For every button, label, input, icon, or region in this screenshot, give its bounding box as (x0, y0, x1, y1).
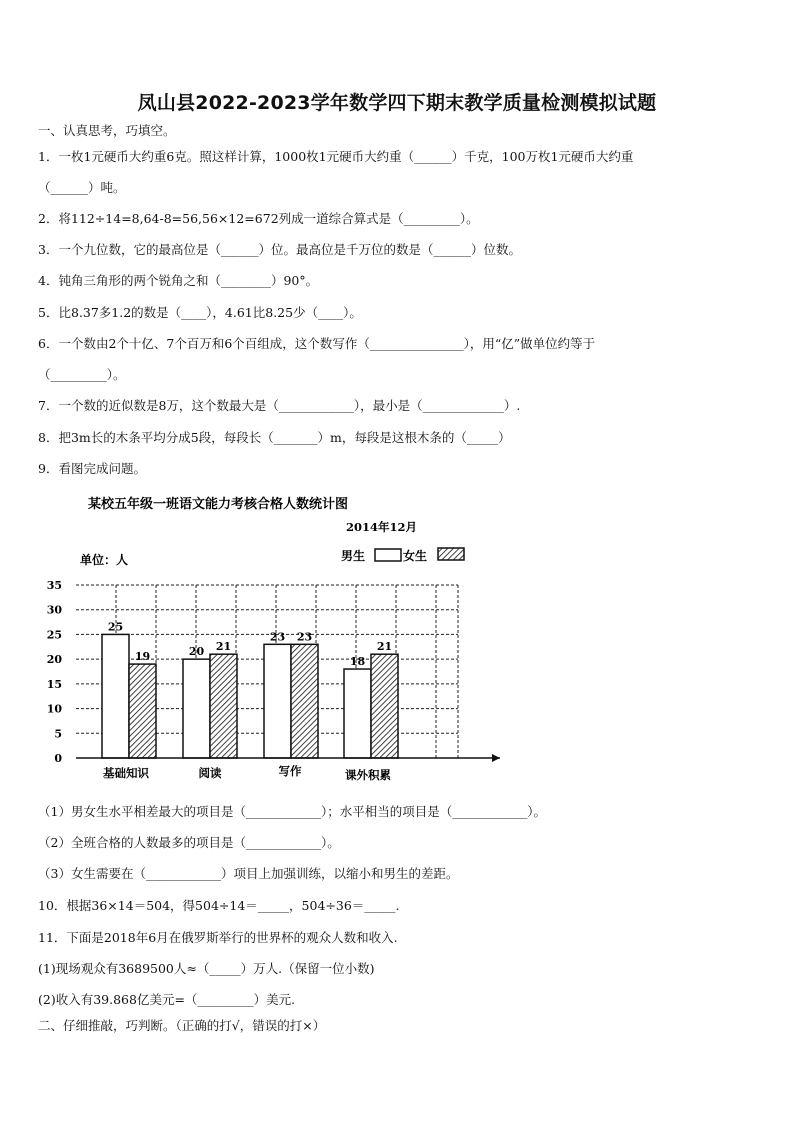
y-tick-label: 25 (46, 628, 62, 642)
chart-title: 某校五年级一班语文能力考核合格人数统计图 (88, 497, 349, 512)
question-9-part-1: （1）男女生水平相差最大的项目是（____________）；水平相当的项目是（____________）。 (38, 804, 546, 819)
question-11: 11．下面是2018年6月在俄罗斯举行的世界杯的观众人数和收入. (38, 930, 398, 945)
question-11-part-2: (2)收入有39.868亿美元=（_________）美元. (38, 992, 296, 1007)
bar-female (371, 654, 398, 758)
question-1-line-2: （______）吨。 (38, 180, 126, 195)
question-3: 3．一个九位数，它的最高位是（______）位。最高位是千万位的数是（______）位数。 (38, 242, 521, 257)
question-9-part-3: （3）女生需要在（____________）项目上加强训练，以缩小和男生的差距。 (38, 866, 459, 881)
x-tick-label: 阅读 (198, 766, 222, 780)
x-axis-arrow (492, 754, 500, 762)
y-tick-label: 30 (46, 603, 62, 617)
y-tick-label: 5 (54, 727, 62, 741)
y-tick-label: 20 (46, 653, 62, 667)
y-axis-ticks (47, 579, 63, 765)
page-title: 凤山县2022-2023学年数学四下期末教学质量检测模拟试题 (137, 92, 657, 114)
section-heading-1: 一、认真思考，巧填空。 (38, 123, 176, 138)
legend-swatch-female (438, 548, 464, 560)
bar-value-label: 21 (215, 640, 232, 654)
x-tick-label: 基础知识 (103, 766, 149, 780)
question-11-part-1: (1)现场观众有3689500人≈（_____）万人.（保留一位小数) (38, 961, 375, 976)
question-2: 2．将112÷14=8,64-8=56,56×12=672列成一道综合算式是（_________）。 (38, 211, 479, 226)
bar-female (291, 644, 318, 758)
bar-male (183, 659, 210, 758)
bar-chart (38, 488, 518, 788)
bar-female (129, 664, 156, 758)
bar-value-label: 25 (107, 620, 124, 634)
bar-value-label: 23 (269, 630, 286, 644)
legend-label-female: 女生 (403, 549, 428, 563)
question-1-line-1: 1．一枚1元硬币大约重6克。照这样计算，1000枚1元硬币大约重（______）千克，100万枚1元硬币大约重 (38, 149, 634, 164)
question-6-line-1: 6．一个数由2个十亿、7个百万和6个百组成，这个数写作（_______________），用“亿”做单位约等于 (38, 336, 596, 351)
question-8: 8．把3m长的木条平均分成5段，每段长（_______）m，每段是这根木条的（_____） (38, 430, 511, 445)
chart-subtitle: 2014年12月 (346, 520, 418, 534)
x-tick-label: 课外积累 (345, 768, 391, 782)
question-9-part-2: （2）全班合格的人数最多的项目是（____________）。 (38, 835, 340, 850)
legend-label-male: 男生 (341, 549, 366, 563)
question-4: 4．钝角三角形的两个锐角之和（________）90°。 (38, 273, 319, 288)
question-6-line-2: （_________）。 (38, 367, 126, 382)
y-tick-label: 15 (46, 677, 62, 691)
y-tick-label: 10 (46, 702, 62, 716)
bar-male (102, 634, 129, 758)
bar-value-label: 23 (296, 630, 313, 644)
chart-legend (341, 548, 464, 563)
section-heading-2: 二、仔细推敲，巧判断。（正确的打√，错误的打×） (38, 1018, 326, 1033)
question-10: 10．根据36×14＝504，得504÷14＝_____，504÷36＝_____. (38, 898, 400, 913)
question-5: 5．比8.37多1.2的数是（____），4.61比8.25少（____）。 (38, 305, 362, 320)
y-tick-label: 0 (54, 752, 62, 765)
y-tick-label: 35 (46, 579, 62, 592)
chart-unit-label: 单位：人 (80, 553, 129, 567)
bar-value-label: 20 (188, 645, 205, 659)
x-tick-label: 写作 (278, 764, 302, 778)
question-7: 7．一个数的近似数是8万，这个数最大是（____________），最小是（_____________）. (38, 398, 521, 413)
bar-value-label: 21 (376, 640, 393, 654)
x-axis-labels (103, 764, 391, 782)
legend-swatch-male (375, 549, 401, 561)
bar-female (210, 654, 237, 758)
chart-bars (102, 620, 398, 758)
question-9: 9．看图完成问题。 (38, 461, 146, 476)
bar-value-label: 18 (349, 655, 366, 669)
bar-male (344, 669, 371, 758)
bar-value-label: 19 (134, 650, 151, 664)
bar-male (264, 644, 291, 758)
